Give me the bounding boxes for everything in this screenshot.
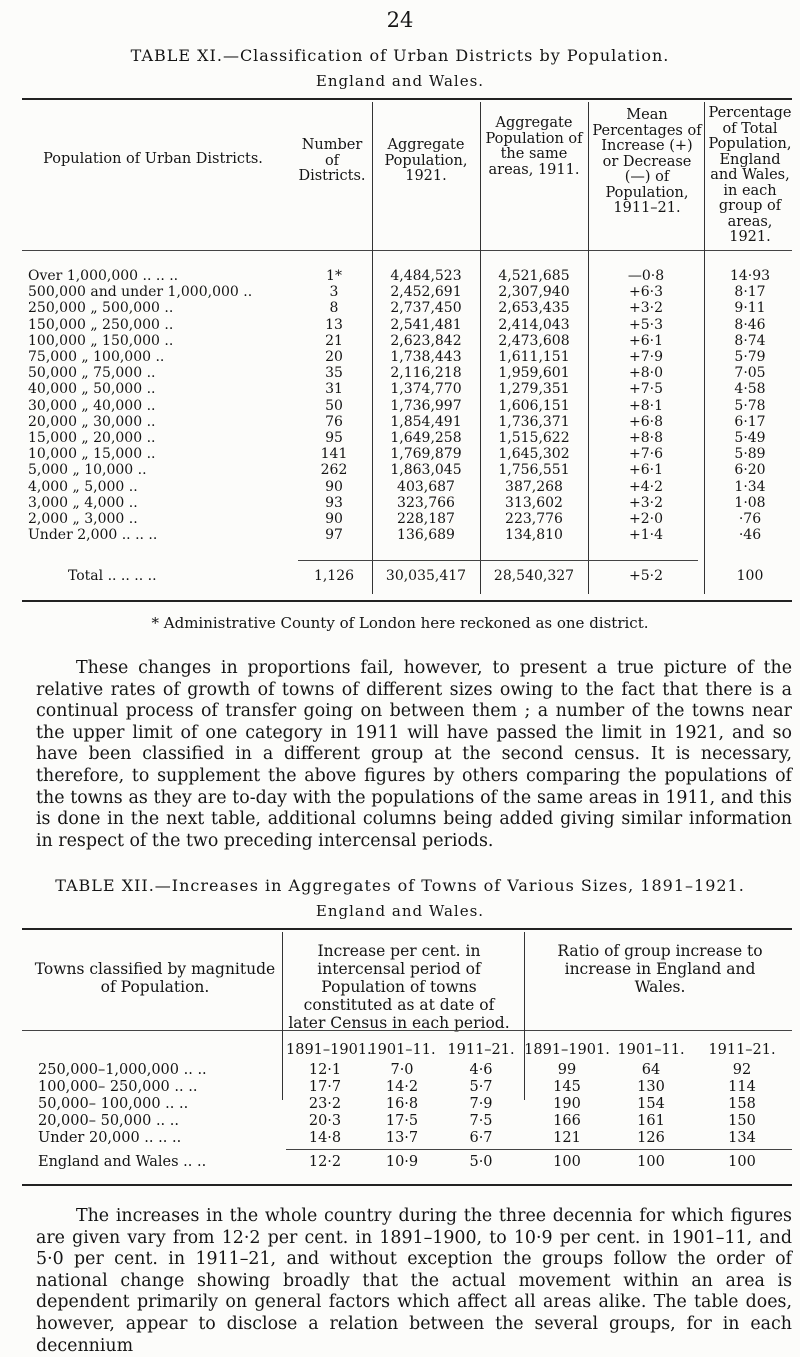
cell-agg1911: 387,268 (505, 478, 563, 495)
cell-pct: 4·58 (734, 381, 766, 398)
paragraph-1-text: These changes in proportions fail, however, to present a true picture of the relative rates of growth of towns of different sizes owing to the fact that there is a continual process of transfer going on between them ; a number of the towns near the upper limit of one category in 1911 will have passed the limit in 1921, and so have been classified in a different group at the second census. It is necessary, therefore, to supplement the above figures by others comparing the populations of the towns as they are to-day with the populations of the same areas in 1911, and this is done in the next table, additional columns being added giving similar information in respect of the two preceding intercensal periods. (36, 658, 792, 851)
table-row (28, 414, 796, 430)
cell-number: 8 (329, 300, 339, 317)
total-mean: +5·2 (629, 568, 663, 584)
cell-mean: +2·0 (629, 511, 663, 528)
table-row (28, 430, 796, 446)
period-ratio-1911: 1911–21. (708, 1042, 776, 1058)
row-value: 145 (553, 1079, 581, 1095)
row-value: 14·8 (308, 1130, 342, 1146)
table-xii-period-row (0, 1042, 800, 1059)
cell-mean: +6·1 (629, 332, 663, 349)
cell-mean: +6·8 (629, 413, 663, 430)
cell-mean: +8·8 (629, 430, 663, 447)
t2-total-label: England and Wales .. .. (38, 1154, 207, 1170)
table-xi-bottom-rule (22, 600, 792, 602)
total-label: Total .. .. .. .. (68, 568, 157, 584)
cell-number: 50 (325, 397, 343, 414)
row-value: 13·7 (385, 1130, 419, 1146)
cell-agg1921: 1,736,997 (390, 397, 462, 414)
cell-number: 262 (320, 462, 348, 479)
cell-agg1921: 2,623,842 (390, 332, 462, 349)
table-xi-subtitle: England and Wales. (315, 72, 485, 90)
cell-agg1911: 1,959,601 (498, 365, 570, 382)
cell-pct: 5·78 (734, 397, 766, 414)
page-number: 24 (386, 8, 414, 32)
cell-pct: 9·11 (734, 300, 766, 317)
cell-agg1921: 2,541,481 (390, 316, 462, 333)
cell-pct: 6·17 (734, 413, 766, 430)
row-value: 134 (728, 1130, 756, 1146)
cell-pct: 5·49 (734, 430, 766, 447)
period-increase-1891: 1891–1901. (286, 1042, 372, 1058)
cell-agg1921: 1,863,045 (390, 462, 462, 479)
cell-mean: +7·9 (629, 349, 663, 366)
cell-agg1911: 134,810 (505, 527, 563, 544)
cell-agg1921: 136,689 (397, 527, 455, 544)
table-row (28, 284, 796, 300)
paragraph-2-text: The increases in the whole country during the three decennia for which figures are given vary from 12·2 per cent. in 1891–1900, to 10·9 per cent. in 1901–11, and 5·0 per cent. in 1911–21, and without exception the groups follow the order of national change showing broadly that the actual movement within an area is dependent primarily on general factors which affect all areas alike. The table does, however, appear to disclose a relation between the several groups, for in each decennium (36, 1206, 792, 1356)
t2-total-value: 100 (553, 1154, 581, 1170)
cell-mean: +4·2 (629, 478, 663, 495)
cell-number: 20 (325, 349, 343, 366)
cell-agg1911: 1,515,622 (498, 430, 570, 447)
table-xi-header-rule (22, 250, 792, 251)
row-value: 114 (728, 1079, 756, 1095)
cell-label: 4,000 „ 5,000 .. (28, 478, 138, 495)
cell-number: 21 (325, 332, 343, 349)
cell-pct: 14·93 (729, 268, 771, 284)
cell-label: 50,000 „ 75,000 .. (28, 365, 156, 382)
cell-pct: 8·17 (734, 284, 766, 301)
t2-total-value: 10·9 (385, 1154, 419, 1170)
t2-total-value: 12·2 (308, 1154, 342, 1170)
cell-pct: ·76 (738, 511, 762, 528)
cell-pct: ·46 (738, 527, 762, 544)
table-xii-total-rule (286, 1149, 792, 1150)
row-label: 50,000– 100,000 .. .. (38, 1096, 189, 1112)
cell-mean: +7·6 (629, 446, 663, 463)
cell-label: 2,000 „ 3,000 .. (28, 511, 138, 528)
cell-mean: +8·1 (629, 397, 663, 414)
table-row (28, 365, 796, 381)
table-row (28, 462, 796, 478)
cell-agg1911: 1,756,551 (498, 462, 570, 479)
table-xii-top-rule (22, 928, 792, 930)
cell-number: 90 (325, 511, 343, 528)
row-value: 154 (637, 1096, 665, 1112)
table-xi-body (28, 268, 796, 543)
row-value: 20·3 (308, 1113, 342, 1129)
cell-mean: +6·1 (629, 462, 663, 479)
period-ratio-1901: 1901–11. (617, 1042, 685, 1058)
cell-mean: +5·3 (629, 316, 663, 333)
period-ratio-1891: 1891–1901. (524, 1042, 610, 1058)
header-mean-percentages: Mean Percentages of Increase (+) or Decrease (—) of Population, 1911–21. (592, 107, 702, 216)
cell-number: 95 (325, 430, 343, 447)
header-number: Number of Districts. (298, 137, 366, 184)
cell-number: 31 (325, 381, 343, 398)
cell-label: 10,000 „ 15,000 .. (28, 446, 156, 463)
cell-agg1911: 1,279,351 (498, 381, 570, 398)
cell-number: 76 (325, 413, 343, 430)
cell-agg1921: 1,769,879 (390, 446, 462, 463)
row-label: 250,000–1,000,000 .. .. (38, 1062, 207, 1078)
cell-agg1911: 2,307,940 (498, 284, 570, 301)
table-row (0, 1079, 800, 1096)
cell-label: 75,000 „ 100,000 .. (28, 349, 165, 366)
cell-mean: +3·2 (629, 300, 663, 317)
table-row (28, 511, 796, 527)
row-value: 92 (732, 1062, 752, 1078)
cell-agg1911: 223,776 (505, 511, 563, 528)
cell-agg1921: 2,452,691 (390, 284, 462, 301)
cell-label: 30,000 „ 40,000 .. (28, 397, 156, 414)
header-ratio: Ratio of group increase to increase in England and Wales. (557, 942, 763, 996)
row-value: 7·9 (469, 1096, 493, 1112)
cell-agg1911: 2,473,608 (498, 332, 570, 349)
table-xii-total-row (0, 1154, 800, 1171)
t2-total-value: 100 (728, 1154, 756, 1170)
total-number: 1,126 (313, 568, 355, 584)
period-increase-1901: 1901–11. (368, 1042, 436, 1058)
cell-agg1911: 1,606,151 (498, 397, 570, 414)
cell-mean: +6·3 (629, 284, 663, 301)
table-xii-header-rule (22, 1030, 792, 1031)
cell-pct: 8·46 (734, 316, 766, 333)
header-increase: Increase per cent. in intercensal period of Population of towns constituted as at date of later Census in each period. (288, 942, 510, 1032)
cell-agg1921: 1,854,491 (390, 413, 462, 430)
cell-label: 3,000 „ 4,000 .. (28, 494, 138, 511)
cell-agg1911: 2,414,043 (498, 316, 570, 333)
cell-pct: 5·89 (734, 446, 766, 463)
cell-agg1911: 313,602 (505, 494, 563, 511)
cell-pct: 1·08 (734, 494, 766, 511)
table-xi-title: TABLE XI.—Classification of Urban Districts by Population. (130, 46, 670, 65)
table-row (0, 1062, 800, 1079)
cell-agg1911: 4,521,685 (498, 268, 570, 284)
table-row (28, 317, 796, 333)
table-row (28, 381, 796, 397)
table-row (28, 268, 796, 284)
table-xii-bottom-rule (22, 1184, 792, 1186)
row-label: 100,000– 250,000 .. .. (38, 1079, 198, 1095)
t2-total-value: 5·0 (469, 1154, 493, 1170)
cell-label: Over 1,000,000 .. .. .. (28, 268, 179, 284)
row-value: 7·0 (390, 1062, 414, 1078)
row-label: 20,000– 50,000 .. .. (38, 1113, 179, 1129)
table-row (28, 300, 796, 316)
table-xi-total-row (28, 568, 796, 586)
cell-number: 13 (325, 316, 343, 333)
header-towns: Towns classified by magnitude of Population. (34, 960, 276, 996)
cell-agg1921: 1,738,443 (390, 349, 462, 366)
cell-agg1921: 4,484,523 (390, 268, 462, 284)
cell-pct: 5·79 (734, 349, 766, 366)
table-row (28, 479, 796, 495)
cell-mean: +3·2 (629, 494, 663, 511)
row-value: 4·6 (469, 1062, 493, 1078)
cell-agg1921: 403,687 (397, 478, 455, 495)
cell-pct: 1·34 (734, 478, 766, 495)
row-value: 121 (553, 1130, 581, 1146)
row-value: 14·2 (385, 1079, 419, 1095)
table-xi-total-rule (298, 560, 698, 561)
paragraph-1 (36, 658, 792, 852)
cell-number: 1* (326, 268, 342, 284)
table-row (28, 333, 796, 349)
row-value: 130 (637, 1079, 665, 1095)
paragraph-2 (36, 1206, 792, 1357)
row-value: 17·5 (385, 1113, 419, 1129)
row-value: 99 (557, 1062, 577, 1078)
table-row (0, 1096, 800, 1113)
row-value: 23·2 (308, 1096, 342, 1112)
cell-mean: +1·4 (629, 527, 663, 544)
cell-mean: +7·5 (629, 381, 663, 398)
table-xii-title: TABLE XII.—Increases in Aggregates of Towns of Various Sizes, 1891–1921. (55, 876, 745, 895)
cell-pct: 8·74 (734, 332, 766, 349)
cell-label: 250,000 „ 500,000 .. (28, 300, 174, 317)
cell-agg1921: 1,374,770 (390, 381, 462, 398)
row-value: 5·7 (469, 1079, 493, 1095)
cell-number: 3 (329, 284, 339, 301)
total-agg1921: 30,035,417 (385, 568, 467, 584)
cell-agg1911: 2,653,435 (498, 300, 570, 317)
cell-number: 93 (325, 494, 343, 511)
cell-number: 35 (325, 365, 343, 382)
cell-agg1911: 1,645,302 (498, 446, 570, 463)
cell-agg1921: 323,766 (397, 494, 455, 511)
row-value: 161 (637, 1113, 665, 1129)
cell-pct: 6·20 (734, 462, 766, 479)
row-value: 7·5 (469, 1113, 493, 1129)
row-value: 126 (637, 1130, 665, 1146)
row-value: 16·8 (385, 1096, 419, 1112)
cell-number: 90 (325, 478, 343, 495)
row-value: 166 (553, 1113, 581, 1129)
table-xi-top-rule (22, 98, 792, 100)
table-row (0, 1113, 800, 1130)
row-value: 150 (728, 1113, 756, 1129)
table-row (28, 495, 796, 511)
cell-agg1921: 228,187 (397, 511, 455, 528)
total-agg1911: 28,540,327 (493, 568, 575, 584)
row-label: Under 20,000 .. .. .. (38, 1130, 182, 1146)
table-xi-footnote: * Administrative County of London here reckoned as one district. (151, 614, 649, 632)
table-row (28, 398, 796, 414)
cell-number: 141 (320, 446, 348, 463)
cell-pct: 7·05 (734, 365, 766, 382)
cell-label: 100,000 „ 150,000 .. (28, 332, 174, 349)
row-value: 190 (553, 1096, 581, 1112)
header-agg1911: Aggregate Population of the same areas, 1911. (485, 115, 583, 178)
period-increase-1911: 1911–21. (447, 1042, 515, 1058)
cell-label: 40,000 „ 50,000 .. (28, 381, 156, 398)
row-value: 12·1 (308, 1062, 342, 1078)
table-xii-subtitle: England and Wales. (315, 902, 485, 920)
row-value: 158 (728, 1096, 756, 1112)
cell-agg1921: 2,116,218 (390, 365, 462, 382)
cell-agg1921: 2,737,450 (390, 300, 462, 317)
cell-label: 500,000 and under 1,000,000 .. (28, 284, 253, 301)
cell-label: 150,000 „ 250,000 .. (28, 316, 174, 333)
cell-mean: +8·0 (629, 365, 663, 382)
header-population: Population of Urban Districts. (43, 151, 263, 167)
cell-label: 15,000 „ 20,000 .. (28, 430, 156, 447)
cell-mean: —0·8 (627, 268, 665, 284)
cell-label: 5,000 „ 10,000 .. (28, 462, 147, 479)
t2-total-value: 100 (637, 1154, 665, 1170)
table-row (0, 1130, 800, 1147)
cell-number: 97 (325, 527, 343, 544)
total-pct: 100 (736, 568, 764, 584)
row-value: 6·7 (469, 1130, 493, 1146)
cell-label: Under 2,000 .. .. .. (28, 527, 158, 544)
row-value: 17·7 (308, 1079, 342, 1095)
cell-agg1921: 1,649,258 (390, 430, 462, 447)
table-row (28, 349, 796, 365)
header-agg1921: Aggregate Population, 1921. (384, 137, 468, 184)
table-row (28, 527, 796, 543)
row-value: 64 (641, 1062, 661, 1078)
cell-agg1911: 1,611,151 (498, 349, 570, 366)
cell-label: 20,000 „ 30,000 .. (28, 413, 156, 430)
cell-agg1911: 1,736,371 (498, 413, 570, 430)
table-row (28, 446, 796, 462)
header-percentage-total: Percentage of Total Population, England and Wales, in each group of areas, 1921. (708, 105, 792, 245)
